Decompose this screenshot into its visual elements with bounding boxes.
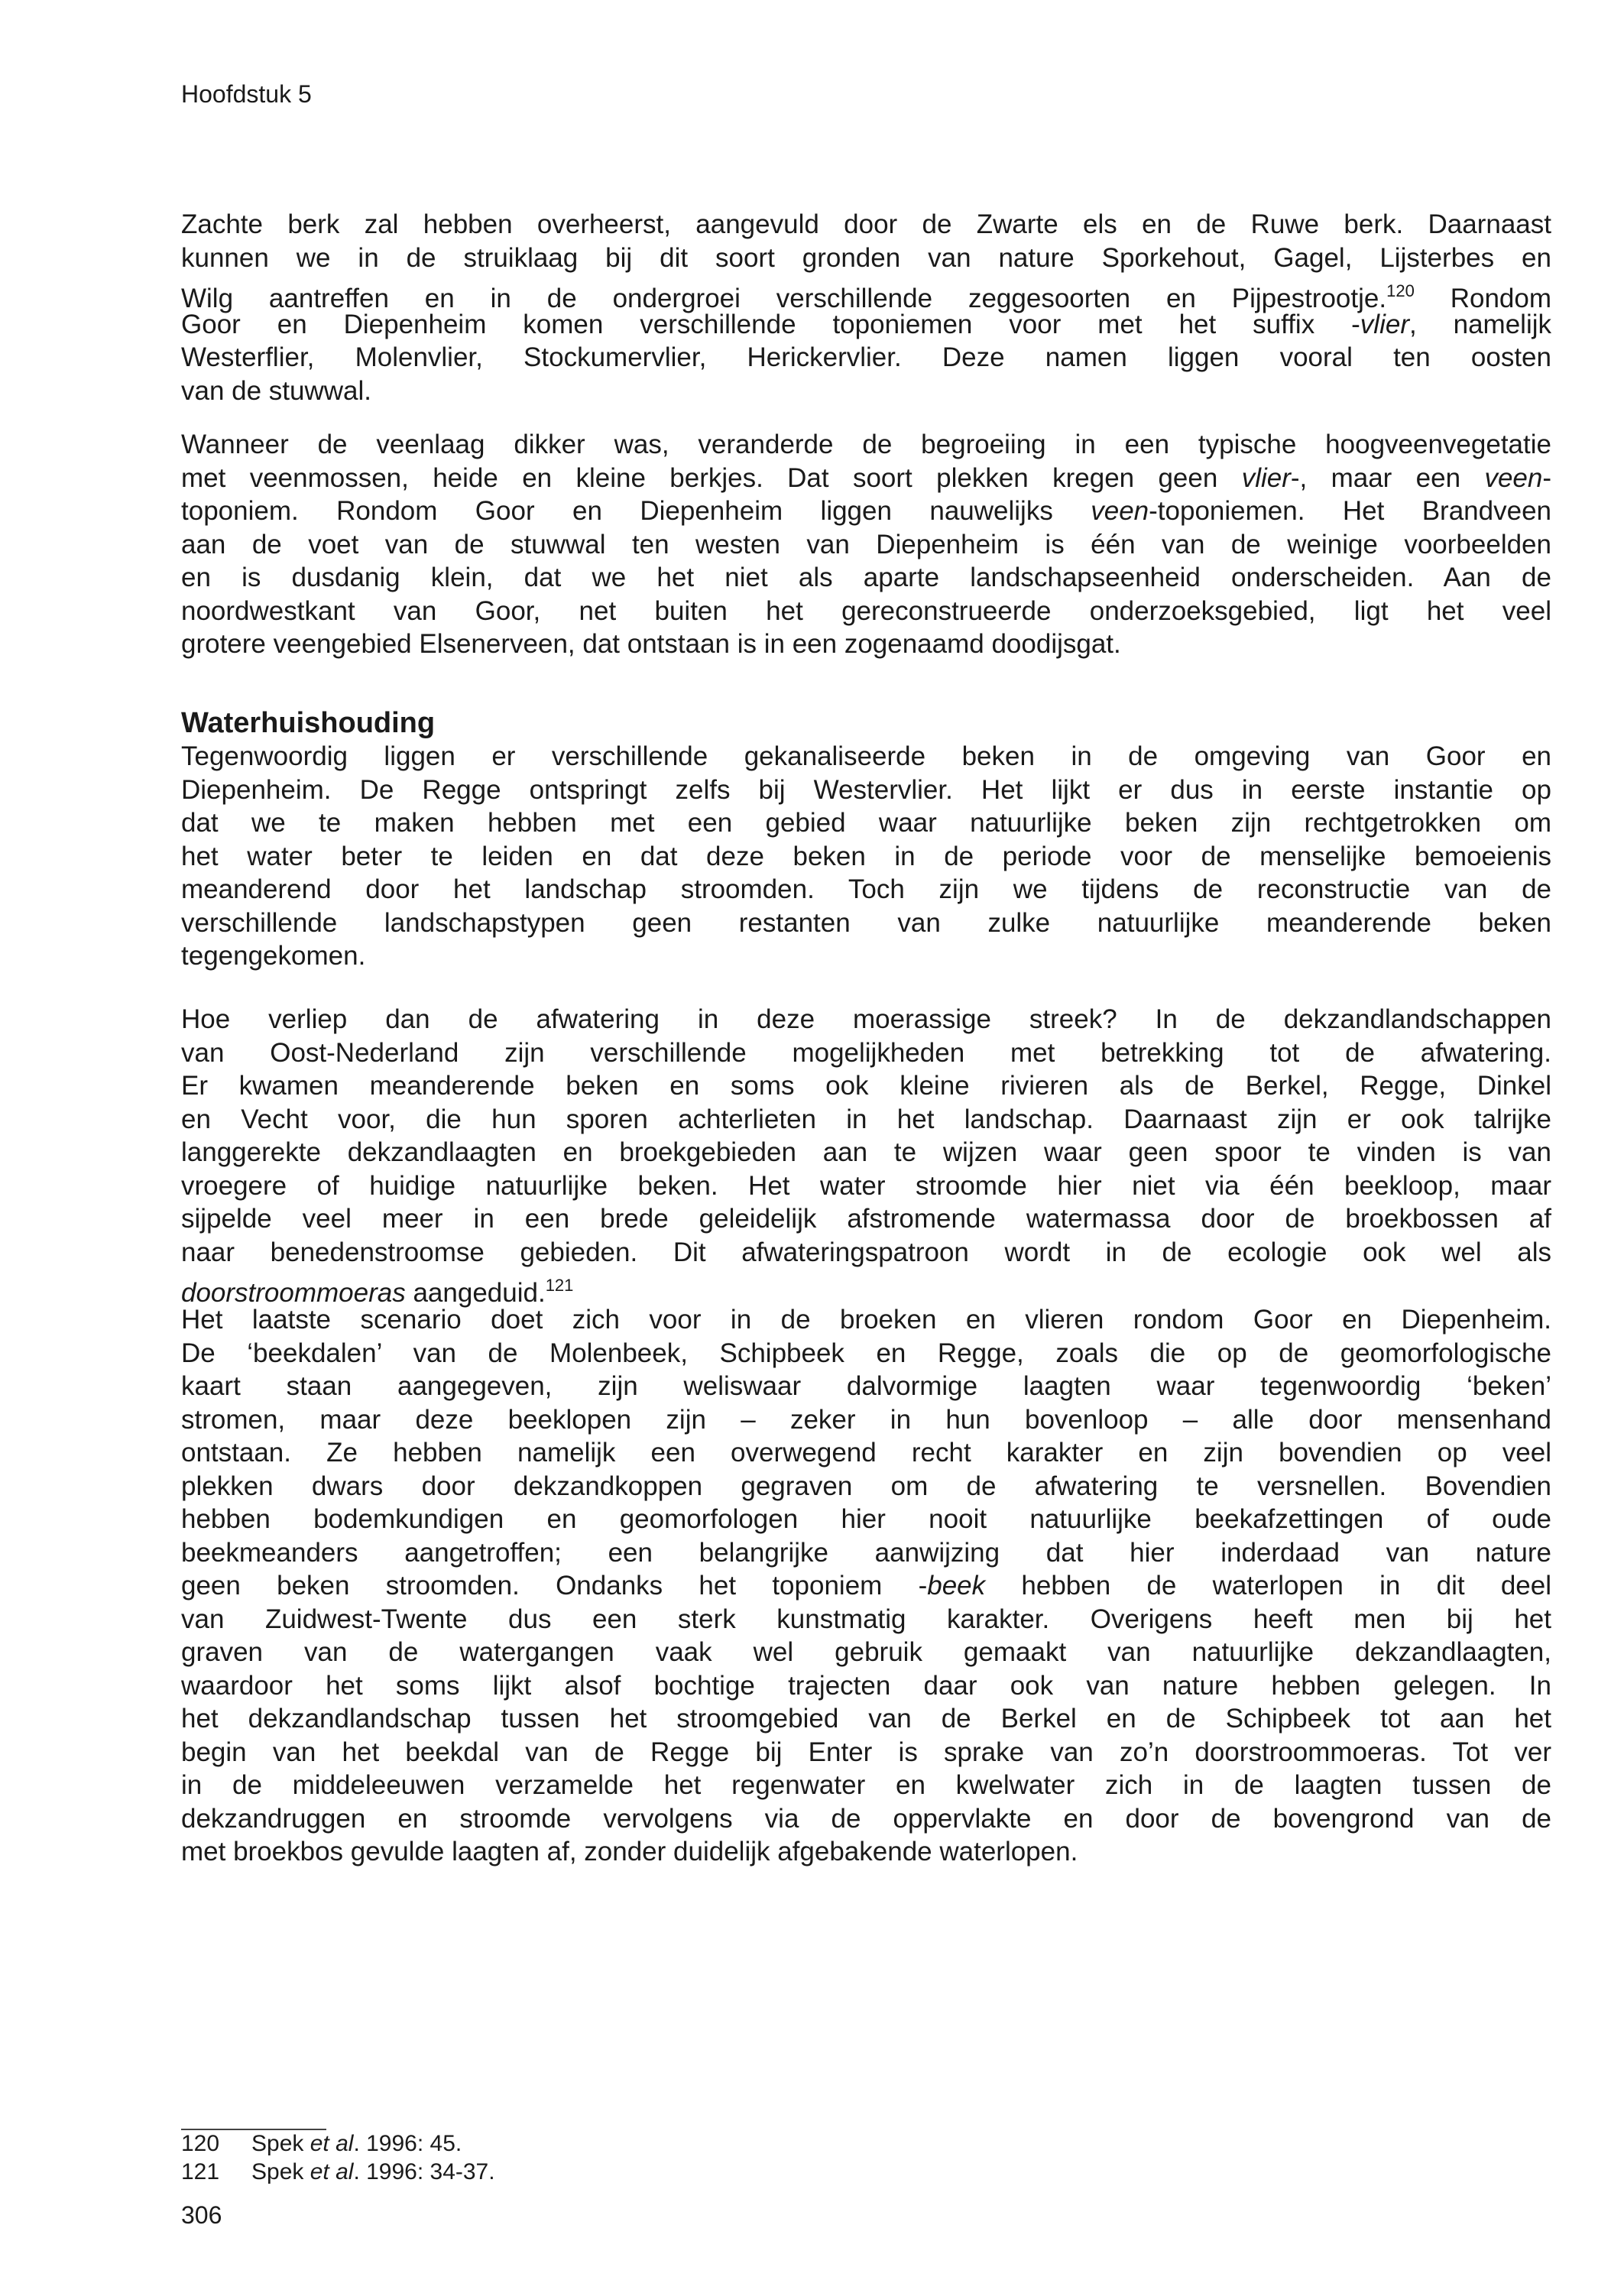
text-segment: vlier xyxy=(1241,462,1291,493)
text-segment: Hoe verliep dan de afwatering in deze moerassige streek? In de dekzandlandschappen xyxy=(181,1004,1551,1034)
text-line xyxy=(181,341,1551,375)
text-segment: De ‘beekdalen’ van de Molenbeek, Schipbeek en Regge, zoals die op de geomorfologische xyxy=(181,1338,1551,1368)
text-segment: van de stuwwal. xyxy=(181,375,372,406)
text-line xyxy=(181,242,1551,275)
text-line xyxy=(181,1669,1551,1703)
text-line xyxy=(181,1569,1551,1603)
text-segment: , namelijk xyxy=(1408,309,1552,339)
text-line xyxy=(181,774,1551,807)
text-line xyxy=(181,1103,1551,1137)
text-segment: plekken dwars door dekzandkoppen gegraven om de afwatering te versnellen. Bovendien xyxy=(181,1471,1551,1501)
text-segment: sijpelde veel meer in een brede geleidelijk afstromende watermassa door de broekbossen af xyxy=(181,1204,1551,1234)
text-line xyxy=(181,1303,1551,1337)
text-segment: het water beter te leiden en dat deze beken in de periode voor de menselijke bemoeienis xyxy=(181,841,1551,871)
text-segment: vroegere of huidige natuurlijke beken. Het water stroomde hier niet via één beekloop, maar xyxy=(181,1170,1551,1201)
text-segment: toponiem. Rondom Goor en Diepenheim liggen nauwelijks xyxy=(181,496,1091,526)
footnote-divider xyxy=(181,2129,326,2130)
text-line xyxy=(181,1202,1551,1236)
text-segment: -, maar een xyxy=(1290,462,1485,493)
text-line xyxy=(181,1403,1551,1437)
text-line xyxy=(181,806,1551,840)
text-segment: Wanneer de veenlaag dikker was, veranderde de begroeiing in een typische hoogveenvegetatie xyxy=(181,430,1551,459)
text-segment: geen beken stroomden. Ondanks het toponiem - xyxy=(181,1571,928,1601)
text-segment: dat we te maken hebben met een gebied waar natuurlijke beken zijn rechtgetrokken om xyxy=(181,808,1551,838)
text-segment: meanderend door het landschap stroomden. Toch zijn we tijdens de reconstructie van de xyxy=(181,874,1551,904)
text-line xyxy=(181,1236,1551,1270)
text-segment: hebben de waterlopen in dit deel xyxy=(985,1571,1552,1601)
text-segment: veen xyxy=(1091,496,1149,526)
text-line xyxy=(181,840,1551,874)
footnote-author: Spek xyxy=(251,2159,310,2184)
text-segment: langgerekte dekzandlaagten en broekgebieden aan te wijzen waar geen spoor te vinden is van xyxy=(181,1137,1551,1167)
text-segment: hebben bodemkundigen en geomorfologen hier nooit natuurlijke beekafzettingen of oude xyxy=(181,1504,1551,1534)
footnote-etal: et al xyxy=(310,2159,354,2184)
footnote-author: Spek xyxy=(251,2131,310,2156)
text-segment: Rondom xyxy=(1414,284,1551,313)
text-line xyxy=(181,1536,1551,1570)
text-segment: beek xyxy=(927,1571,986,1601)
text-line xyxy=(181,495,1551,528)
page-number: 306 xyxy=(181,2201,222,2229)
text-line xyxy=(181,906,1551,940)
text-line xyxy=(181,462,1551,495)
text-segment: dekzandruggen en stroomde vervolgens via de oppervlakte en door de bovengrond van de xyxy=(181,1803,1551,1834)
footnote-ref: . 1996: 34-37. xyxy=(353,2159,495,2184)
text-line xyxy=(181,1503,1551,1536)
text-line xyxy=(181,740,1551,774)
text-segment: beekmeanders aangetroffen; een belangrijke aanwijzing dat hier inderdaad van nature xyxy=(181,1537,1551,1568)
paragraph xyxy=(181,1003,1551,1308)
text-segment: met veenmossen, heide en kleine berkjes. Dat soort plekken kregen geen xyxy=(181,462,1242,493)
text-line xyxy=(181,1835,1551,1869)
text-segment: begin van het beekdal van de Regge bij Enter is sprake van zo’n doorstroommoeras. Tot ver xyxy=(181,1737,1551,1767)
text-segment: noordwestkant van Goor, net buiten het gereconstrueerde onderzoeksgebied, ligt het veel xyxy=(181,595,1551,626)
text-segment: Tegenwoordig liggen er verschillende gekanaliseerde beken in de omgeving van Goor en xyxy=(181,741,1551,771)
text-line xyxy=(181,1269,1551,1308)
text-segment: Er kwamen meanderende beken en soms ook kleine rivieren als de Berkel, Regge, Dinkel xyxy=(181,1071,1551,1101)
footnote-reference: 120 xyxy=(1386,281,1415,300)
text-segment: veen xyxy=(1484,462,1543,493)
footnote xyxy=(181,2131,462,2157)
text-line xyxy=(181,428,1551,462)
paragraph xyxy=(181,208,1551,407)
text-line xyxy=(181,1603,1551,1636)
text-segment: grotere veengebied Elsenerveen, dat ontstaan is in een zogenaamd doodijsgat. xyxy=(181,629,1121,659)
text-line xyxy=(181,1337,1551,1370)
text-line xyxy=(181,274,1551,313)
text-segment: en Vecht voor, die hun sporen achterlieten in het landschap. Daarnaast zijn er ook talrijke xyxy=(181,1104,1551,1134)
text-line xyxy=(181,628,1551,661)
text-line xyxy=(181,1436,1551,1470)
text-segment: verschillende landschapstypen geen restanten van zulke natuurlijke meanderende beken xyxy=(181,907,1551,938)
text-segment: kaart staan aangegeven, zijn weliswaar dalvormige laagten waar tegenwoordig ‘beken’ xyxy=(181,1371,1551,1401)
text-line xyxy=(181,1036,1551,1070)
text-line xyxy=(181,208,1551,242)
text-line xyxy=(181,528,1551,562)
text-segment: ontstaan. Ze hebben namelijk een overwegend recht karakter en zijn bovendien op veel xyxy=(181,1438,1551,1468)
paragraph xyxy=(181,428,1551,661)
text-line xyxy=(181,308,1551,342)
footnote-reference: 121 xyxy=(545,1276,574,1295)
text-segment: het dekzandlandschap tussen het stroomgebied van de Berkel en de Schipbeek tot aan het xyxy=(181,1704,1551,1734)
text-line xyxy=(181,1769,1551,1802)
text-segment: tegengekomen. xyxy=(181,941,366,971)
footnote-number: 121 xyxy=(181,2159,220,2184)
footnote-etal: et al xyxy=(310,2131,354,2156)
text-line xyxy=(181,1370,1551,1403)
text-line xyxy=(181,939,1551,973)
text-line xyxy=(181,561,1551,595)
text-line xyxy=(181,1069,1551,1103)
text-segment: Het laatste scenario doet zich voor in de broeken en vlieren rondom Goor en Diepenheim. xyxy=(181,1305,1551,1335)
text-segment: doorstroommoeras xyxy=(181,1278,406,1308)
text-segment: naar benedenstroomse gebieden. Dit afwateringspatroon wordt in de ecologie ook wel als xyxy=(181,1237,1551,1267)
running-header: Hoofdstuk 5 xyxy=(181,80,312,108)
text-line xyxy=(181,1702,1551,1736)
section-heading: Waterhuishouding xyxy=(181,707,436,739)
text-line xyxy=(181,375,1551,408)
text-segment: waardoor het soms lijkt alsof bochtige trajecten daar ook van nature hebben gelegen. In xyxy=(181,1670,1551,1701)
text-segment: Westerflier, Molenvlier, Stockumervlier, Herickervlier. Deze namen liggen vooral ten oosten xyxy=(181,342,1551,372)
text-segment: graven van de watergangen vaak wel gebruik gemaakt van natuurlijke dekzandlaagten, xyxy=(181,1637,1551,1667)
text-segment: stromen, maar deze beeklopen zijn – zeker in hun bovenloop – alle door mensenhand xyxy=(181,1404,1551,1435)
text-segment: aan de voet van de stuwwal ten westen van Diepenheim is één van de weinige voorbeelden xyxy=(181,529,1551,559)
footnote xyxy=(181,2159,495,2185)
text-line xyxy=(181,1003,1551,1036)
text-line xyxy=(181,1636,1551,1669)
text-line xyxy=(181,1136,1551,1169)
text-segment: kunnen we in de struiklaag bij dit soort gronden van nature Sporkehout, Gagel, Lijsterbes en xyxy=(181,242,1551,273)
text-line xyxy=(181,1470,1551,1503)
text-segment: Zachte berk zal hebben overheerst, aangevuld door de Zwarte els en de Ruwe berk. Daarnaast xyxy=(181,209,1551,239)
text-segment: en is dusdanig klein, dat we het niet als aparte landschapseenheid onderscheiden. Aan de xyxy=(181,563,1551,592)
text-segment: - xyxy=(1542,462,1551,493)
footnote-ref: . 1996: 45. xyxy=(353,2131,462,2156)
text-line xyxy=(181,1802,1551,1836)
text-segment: van Zuidwest-Twente dus een sterk kunstmatig karakter. Overigens heeft men bij het xyxy=(181,1604,1551,1634)
text-line xyxy=(181,595,1551,628)
text-segment: in de middeleeuwen verzamelde het regenwater en kwelwater zich in de laagten tussen de xyxy=(181,1770,1551,1800)
text-segment: Wilg aantreffen en in de ondergroei verschillende zeggesoorten en Pijpestrootje. xyxy=(181,284,1387,313)
text-segment: aangeduid. xyxy=(405,1278,546,1308)
text-segment: met broekbos gevulde laagten af, zonder duidelijk afgebakende waterlopen. xyxy=(181,1837,1078,1867)
text-segment: van Oost-Nederland zijn verschillende mogelijkheden met betrekking tot de afwatering. xyxy=(181,1037,1551,1068)
text-segment: -toponiemen. Het Brandveen xyxy=(1149,496,1551,526)
paragraph xyxy=(181,1303,1551,1869)
paragraph xyxy=(181,740,1551,973)
text-line xyxy=(181,1169,1551,1203)
text-segment: Diepenheim. De Regge ontspringt zelfs bij Westervlier. Het lijkt er dus in eerste instantie op xyxy=(181,774,1551,805)
footnote-number: 120 xyxy=(181,2131,220,2156)
text-line xyxy=(181,873,1551,906)
text-segment: vlier xyxy=(1360,309,1409,339)
text-line xyxy=(181,1736,1551,1769)
text-segment: Goor en Diepenheim komen verschillende toponiemen voor met het suffix - xyxy=(181,309,1360,339)
